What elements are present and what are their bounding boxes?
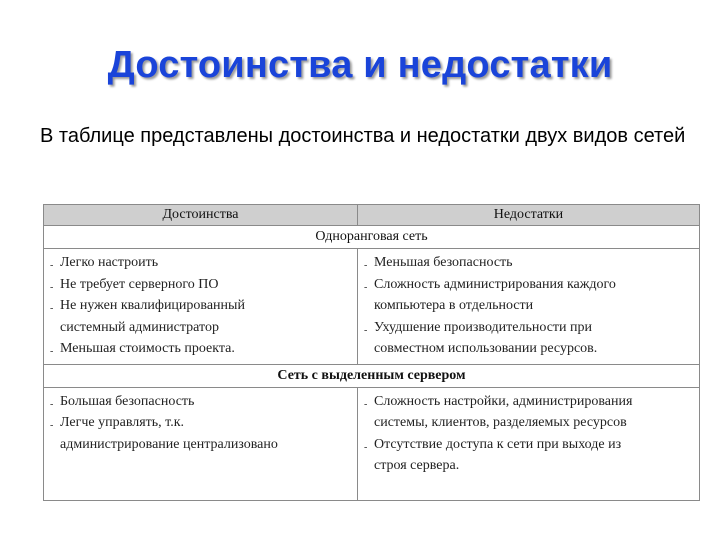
list-item (50, 295, 353, 338)
comparison-table (43, 204, 700, 501)
list-item (364, 434, 695, 477)
disadvantages-header: Недостатки (358, 205, 700, 226)
peer-to-peer-advantages-cell (44, 249, 358, 365)
slide-title: Достоинства и недостатки (107, 44, 613, 86)
dedicated-server-section-row (44, 364, 700, 387)
bullet-marker: - (364, 260, 368, 271)
dedicated-server-advantages-cell (44, 387, 358, 500)
peer-to-peer-section-title: Одноранговая сеть (44, 226, 700, 249)
peer-to-peer-section-row (44, 226, 700, 249)
peer-to-peer-content-row (44, 249, 700, 365)
dedicated-server-content-row (44, 387, 700, 500)
list-item-line: системы, клиентов, разделяемых ресурсов (374, 415, 627, 430)
list-item (364, 274, 695, 317)
list-item (50, 338, 353, 360)
list-item-line: Отсутствие доступа к сети при выходе из (374, 436, 622, 452)
intro-text: В таблице представлены достоинства и недостатки двух видов сетей (40, 125, 686, 147)
bullet-marker: - (50, 346, 54, 357)
bullet-marker: - (364, 324, 368, 336)
dedicated-server-disadvantages-list (358, 388, 699, 481)
list-item-line: Меньшая стоимость проекта. (60, 341, 235, 356)
bullet-marker: - (50, 281, 54, 293)
list-item-line: Сложность администрирования каждого (374, 276, 616, 292)
list-item-line: Не требует серверного ПО (60, 276, 219, 292)
list-item (364, 317, 695, 360)
peer-to-peer-disadvantages-list (358, 249, 699, 364)
bullet-marker: - (50, 398, 54, 410)
advantages-header: Достоинства (44, 205, 358, 226)
list-item-line: Легко настроить (60, 255, 159, 270)
list-item (50, 252, 353, 274)
comparison-table-container (43, 204, 699, 501)
list-item-line: Сложность настройки, администрирования (374, 393, 633, 409)
bullet-marker: - (364, 281, 368, 293)
list-item (50, 274, 353, 296)
list-item-line: Меньшая безопасность (374, 255, 513, 270)
list-item-line: Большая безопасность (60, 393, 195, 409)
list-item-line: строя сервера. (374, 458, 460, 473)
list-item (364, 391, 695, 434)
list-item-line: Не нужен квалифицированный (60, 298, 245, 313)
bullet-marker: - (364, 398, 368, 410)
list-item-line: Ухудшение производительности при (374, 319, 593, 335)
bullet-marker: - (50, 260, 54, 271)
bullet-marker: - (364, 441, 368, 453)
list-item-line: совместном использовании ресурсов. (374, 341, 598, 356)
dedicated-server-advantages-list (44, 388, 357, 460)
list-item-line: компьютера в отдельности (374, 298, 534, 313)
table-header-row (44, 205, 700, 226)
list-item-line: системный администратор (60, 319, 219, 335)
list-item-line: администрирование централизовано (60, 436, 278, 452)
list-item (50, 391, 353, 413)
bullet-marker: - (50, 303, 54, 314)
dedicated-server-section-title: Сеть с выделенным сервером (44, 364, 700, 387)
peer-to-peer-disadvantages-cell (358, 249, 700, 365)
list-item (364, 252, 695, 274)
bullet-marker: - (50, 420, 54, 431)
list-item-line: Легче управлять, т.к. (60, 415, 185, 430)
peer-to-peer-advantages-list (44, 249, 357, 364)
dedicated-server-disadvantages-cell (358, 387, 700, 500)
list-item (50, 412, 353, 455)
